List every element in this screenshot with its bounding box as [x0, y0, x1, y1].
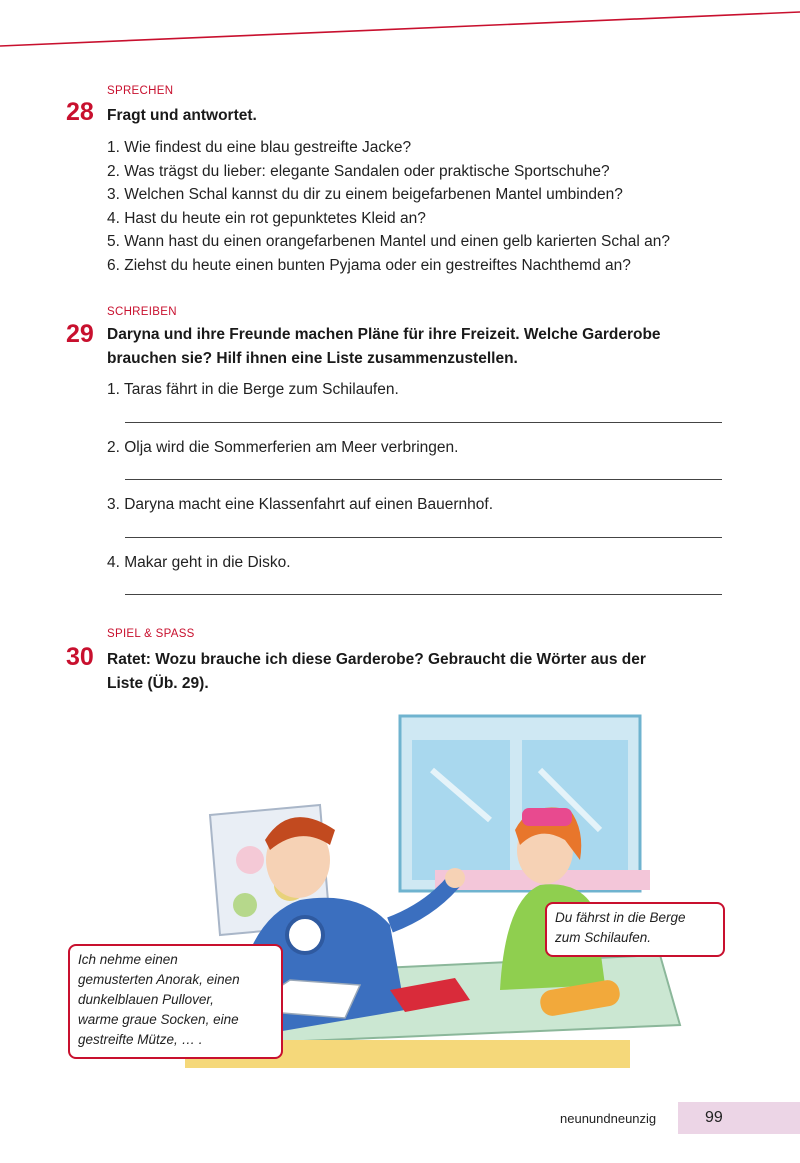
speech-bubble-boy — [68, 944, 283, 1059]
task-item: 3. Daryna macht eine Klassenfahrt auf einen Bauernhof. — [107, 496, 494, 513]
answer-line[interactable] — [125, 594, 722, 595]
exercise-title: Fragt und antwortet. — [107, 107, 257, 124]
section-label-schreiben: SCHREIBEN — [107, 306, 177, 318]
answer-line[interactable] — [125, 537, 722, 538]
exercise-title — [107, 648, 707, 696]
exercise-number: 29 — [66, 320, 94, 348]
page-number-box — [678, 1102, 800, 1134]
exercise-title — [107, 323, 707, 371]
list-item: 3. Welchen Schal kannst du dir zu einem beigefarbenen Mantel umbinden? — [107, 186, 623, 203]
list-item: 2. Was trägst du lieber: elegante Sandalen oder praktische Sportschuhe? — [107, 162, 610, 180]
bubble-line: Ich nehme einen — [78, 952, 178, 967]
question-list — [107, 136, 670, 277]
exercise-title-line: Ratet: Wozu brauche ich diese Garderobe? Gebraucht die Wörter aus der — [107, 651, 646, 668]
list-item: 4. Hast du heute ein rot gepunktetes Kleid an? — [107, 209, 426, 227]
bubble-line: dunkelblauen Pullover, — [78, 992, 214, 1007]
exercise-title-line: Daryna und ihre Freunde machen Pläne für ihre Freizeit. Welche Garderobe — [107, 326, 661, 343]
answer-line[interactable] — [125, 422, 722, 423]
section-label-spiel-spass: SPIEL & SPASS — [107, 628, 195, 640]
list-item: 6. Ziehst du heute einen bunten Pyjama oder ein gestreiftes Nachthemd an? — [107, 256, 631, 274]
exercise-title-line: brauchen sie? Hilf ihnen eine Liste zusammenzustellen. — [107, 350, 518, 367]
answer-line[interactable] — [125, 479, 722, 480]
page-number-word: neunundneunzig — [560, 1111, 657, 1126]
exercise-number: 28 — [66, 98, 94, 126]
bubble-line: gestreifte Mütze, … . — [78, 1032, 203, 1047]
bubble-line: zum Schilaufen. — [555, 930, 652, 945]
list-item: 1. Wie findest du eine blau gestreifte Jacke? — [107, 139, 412, 156]
speech-bubble-girl — [545, 902, 725, 957]
header-rule — [0, 0, 800, 60]
task-item: 1. Taras fährt in die Berge zum Schilaufen. — [107, 381, 399, 398]
task-item: 4. Makar geht in die Disko. — [107, 554, 291, 571]
bubble-line: gemusterten Anorak, einen — [78, 972, 240, 987]
task-item: 2. Olja wird die Sommerferien am Meer verbringen. — [107, 439, 459, 456]
exercise-number: 30 — [66, 643, 94, 671]
list-item: 5. Wann hast du einen orangefarbenen Mantel und einen gelb karierten Schal an? — [107, 233, 670, 250]
bubble-line: Du fährst in die Berge — [555, 910, 686, 925]
bubble-line: warme graue Socken, eine — [78, 1012, 239, 1027]
section-label-sprechen: SPRECHEN — [107, 85, 174, 97]
page-number: 99 — [705, 1109, 723, 1126]
exercise-title-line: Liste (Üb. 29). — [107, 675, 209, 692]
